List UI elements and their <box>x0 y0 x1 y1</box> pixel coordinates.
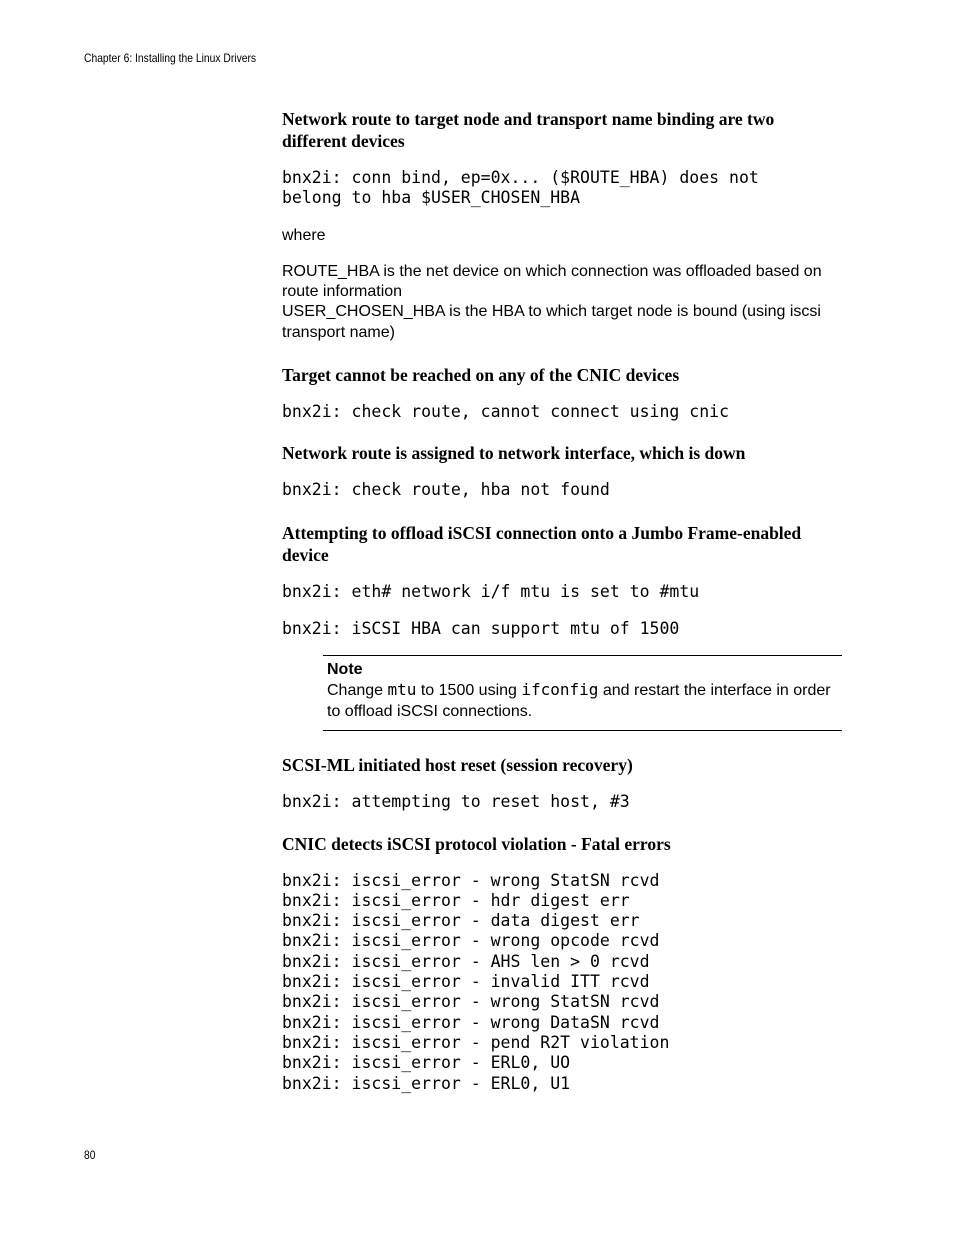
note-title: Note <box>327 661 363 679</box>
note-code-ifconfig: ifconfig <box>521 680 599 700</box>
section-heading-jumbo-frame: Attempting to offload iSCSI connection onto a Jumbo Frame-enabled device <box>282 522 802 565</box>
code-block-iscsi-errors: bnx2i: iscsi_error - wrong StatSN rcvd bnx2i: iscsi_error - hdr digest err bnx2i: iscsi_error - data digest err bnx2i: iscsi_error - wrong opcode rcvd bnx2i: iscsi_error - AHS len > 0 rcvd bnx2i: iscsi_error - invalid ITT rcvd bnx2i: iscsi_error - wrong StatSN rcvd bnx2i: iscsi_error - wrong DataSN rcvd bnx2i: iscsi_error - pend R2T violation bnx2i: iscsi_error - ERL0, UO bnx2i: iscsi_error - ERL0, U1 <box>282 870 670 1093</box>
section-heading-route-binding: Network route to target node and transport name binding are two different devices <box>282 109 775 151</box>
code-block-mtu-support: bnx2i: iSCSI HBA can support mtu of 1500 <box>282 618 680 638</box>
code-block-mtu-set: bnx2i: eth# network i/f mtu is set to #mtu <box>282 581 700 601</box>
route-hba-description: ROUTE_HBA is the net device on which connection was offloaded based on route information <box>282 262 822 301</box>
user-chosen-hba-description: USER_CHOSEN_HBA is the HBA to which target node is bound (using iscsi transport name) <box>282 303 821 341</box>
note-code-mtu: mtu <box>387 680 417 700</box>
code-block-check-route-cnic: bnx2i: check route, cannot connect using cnic <box>282 402 730 422</box>
page-number: 80 <box>84 1148 96 1162</box>
section-heading-host-reset: SCSI-ML initiated host reset (session recovery) <box>282 755 633 776</box>
note-text <box>327 680 842 722</box>
code-block-reset-host: bnx2i: attempting to reset host, #3 <box>282 792 630 812</box>
running-header: Chapter 6: Installing the Linux Drivers <box>84 51 257 65</box>
page-content <box>282 108 842 1094</box>
note-text-before: Change <box>327 682 388 700</box>
code-block-conn-bind: bnx2i: conn bind, ep=0x... ($ROUTE_HBA) does not belong to hba $USER_CHOSEN_HBA <box>282 168 759 208</box>
note-box <box>323 655 842 731</box>
code-block-hba-not-found: bnx2i: check route, hba not found <box>282 480 610 500</box>
section-heading-target-unreachable: Target cannot be reached on any of the CNIC devices <box>282 365 680 386</box>
note-text-middle: to 1500 using <box>416 682 522 700</box>
where-label: where <box>282 226 326 244</box>
section-heading-protocol-violation: CNIC detects iSCSI protocol violation - Fatal errors <box>282 833 671 854</box>
section-heading-interface-down: Network route is assigned to network interface, which is down <box>282 443 746 464</box>
note-text-after: and restart the interface in order to offload iSCSI connections. <box>327 682 831 720</box>
